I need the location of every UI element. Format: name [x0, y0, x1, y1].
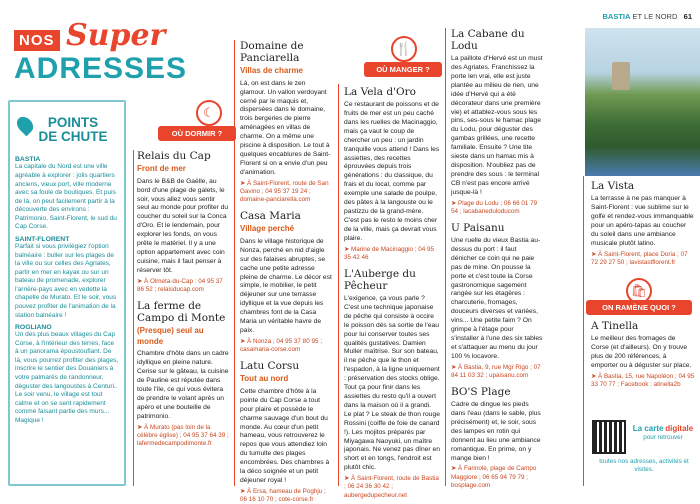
relais-title: Relais du Cap	[137, 150, 211, 162]
cabane-addr: ➤ Plage du Lodu ; 06 66 01 79 54 ; lacabaneduloducom	[451, 199, 538, 215]
header-super: Super	[66, 18, 166, 53]
ferme-addr: ➤ À Murato (pas loin de la célèbre église) ; 04 95 37 64 39 ; lafermedecampodimonte.fr	[137, 423, 229, 447]
cabane-text: La paillote d'Hervé est un must des Agriates. Franchissez la porte len vrai, elle est juste plantée au milieu de rien, une idée d'Hervé qui a été décorateur dans une première vie) et attablez-vous sous les pins, ses-sous le hamac plage du Lodu, pour déguster des gambas grillées, une recette familiale. Ensuite ? Une tite sieste dans un hamac mis à disposition. N'oubliez pas de prendre des sous : le terminal CB n'est pas encore arrivé jusque-là !	[451, 55, 543, 196]
carte-line3: pour retrouver	[643, 434, 683, 442]
casa-text: Dans le village historique de Nonza, perché en nid d'aigle sur des falaises abruptes, se cache une petite adresse pleine de charme. Le décor est simple, le mobilier, le petit déjeuner sur une terrasse idyllique et la vue depuis les chambres font de la Casa Maria un véritable havre de paix.	[240, 237, 332, 334]
latu-sub: Tout au nord	[240, 374, 289, 384]
chute-sf-text: Parfait si vous privilégiez l'option balnéaire : buller sur les plages de la ville ou sur celles des Agriates, partir en mer en kayak ou sur un bateau de promenade, explorer l'arrière-pays avec en vedette la chapelle de Murato. Et le soir, vous pouvez profiter de l'animation de la station balnéaire !	[15, 242, 117, 319]
chute-rog-heading: ROGLIANO	[15, 324, 52, 332]
tower-photo-detail	[612, 62, 630, 90]
chute-title: POINTS DE CHUTE	[38, 115, 108, 145]
chute-bastia-text: La capitale du Nord est une ville agréable à explorer : jolis quartiers anciens, vieux port, ville moderne avec sa foule de boutiques. Et puis de là, on peut facilement partir à la découverte des environs : Patrimonio, Saint-Florent, le sud du Cap Corse.	[15, 163, 117, 231]
domaine-text: Là, on est dans le zen glamour. Un vallon verdoyant cerné par le maquis et, dispersées dans le domaine, trois bergeries de pierre aménagées en villas de charme. On a même une piscine à disposition. Le tout à quelques encablures de Saint-Florent si on a envie d'un peu d'animation.	[240, 79, 331, 176]
vista-addr: ➤ À Saint-Florent, place Doria ; 07 72 29 27 50 ; lavistastflorent.fr	[591, 250, 688, 266]
domaine-addr: ➤ À Saint-Florent, route de San Gavino ; 04 95 37 19 24 ; domaine-panciarella.com	[240, 179, 329, 204]
cabane-title: La Cabane du Lodu	[451, 28, 525, 53]
casa-title: Casa Maria	[240, 210, 301, 223]
vista-text: La terrasse à ne pas manquer à Saint-Florent : vue sublime sur le golfe et rendez-vous immanquable pour un apéro-tapas au coucher du soleil dans une ambiance musicale plutôt latino.	[591, 195, 694, 247]
bos-addr: ➤ À Farinole, plage de Campo Maggiore ; 06 65 94 79 79 ; bosplage.com	[451, 465, 537, 489]
paisanu-text: Une ruelle du vieux Bastia au-dessus du port : il faut dénicher ce coin qui ne paie pas de mine. On pousse la porte et c'est toute la Corse gastronomique sagement rangée sur les étagères : charcuterie, fromages, douceurs diverses et variées, vins... Une petite faim ? On grimpe à l'étage pour s'installer à l'une des six tables et s'attaquer au menu du jour 100 % locavore.	[451, 237, 543, 360]
carte-line2: digitale	[665, 424, 694, 433]
page-header	[603, 12, 693, 21]
page-number: 61	[683, 12, 692, 21]
tag-manger: OÙ MANGER ?	[364, 62, 442, 77]
ferme-title: La ferme de Campo di Monte	[137, 300, 226, 325]
fork-icon: 🍴	[391, 36, 417, 62]
relais-addr: ➤ À Olmeta-du-Cap : 04 95 37 86 52 ; relaisducap.com	[137, 277, 223, 293]
bos-text: Cadre de dingue les pieds dans l'eau (dans le sable, plus précisément) et, le soir, sous des lampes en rotin qui donnent au lieu une ambiance romantique. En prime, on y mange bien !	[451, 401, 541, 462]
carte-line4: toutes nos adresses, activités et visites.	[599, 458, 689, 474]
chute-bastia-heading: BASTIA	[15, 156, 41, 164]
paisanu-title: U Paisanu	[451, 221, 505, 234]
relais-text: Dans le B&B de Gaëlle, au bord d'une plage de galets, le soir, vous allez vous sentir seul au monde pour profiter du coucher du soleil sur la Conca d'Oro. Et le lendemain, pour explorer les fonds, on vous prête le matériel. Il y a une option appartement avec coin cuisine, mais il faut penser à réserver tôt.	[137, 177, 229, 274]
vela-text: Ce restaurant de poissons et de fruits de mer est un peu caché dans les ruelles de Macinaggio, mais ça vaut le coup de chercher un peu : un jardin tranquille vous attend ! Dans les assiettes, des recettes éprouvées depuis trois générations : du classique, du frais et du local, comme par exemple une salade de poulpe, des pâtes à la langouste ou le pastizzu de la grand-mère. C'est pas le resto le moins cher de la ville, mais ça devrait vous plaire.	[344, 101, 440, 242]
relais-sub: Front de mer	[137, 164, 186, 174]
tinella-title: A Tinella	[591, 320, 639, 332]
ferme-text: Chambre d'hôte dans un cadre idyllique en pleine nature. Cerise sur le gâteau, la cuisine de Pauline est réputée dans toute l'île, ce qui vous évitera de prendre le volant après un apéro et une bouteille de patrimonio.	[137, 350, 229, 420]
vista-title: La Vista	[591, 180, 635, 192]
section-sub: ET LE NORD	[632, 12, 678, 21]
latu-addr: ➤ À Ersa, hameau de Poghju ; 06 16 10 70 ; cote-corse.fr	[240, 487, 326, 504]
tag-dormir: OÙ DORMIR ?	[158, 126, 236, 141]
casa-sub: Village perché	[240, 224, 295, 234]
moon-icon: ☾	[196, 100, 222, 126]
auberge-text: L'exigence, ça vous parle ? C'est une technique japonaise de pêche qui consiste à occire le poisson dès sa sortie de l'eau pour lui conserver toutes ses qualités gustatives. Damien Muller maîtrise. Sur son bateau, il ne pêche que le thon et l'espadon, à la ligne uniquement : préservation des stocks oblige. Tout ça pour finir dans les assiettes du resto qu'il a ouvert dans la maison où il a grandi. Le plat ? Le steak de thon rouge Rossini (coiffe de foie de canard !). Les mojitos préparés par Miyagawa Naoyuki, un maître japonais. Ne venez pas dîner en short et en tongs, l'endroit est plutôt chic.	[344, 295, 440, 472]
tag-ramene: ON RAMÈNE QUOI ?	[586, 300, 692, 315]
points-de-chute-box	[8, 100, 126, 486]
auberge-addr: ➤ À Saint-Florent, route de Bastia ; 06 24 36 30 42 ; aubergedupecheur.net	[344, 475, 439, 499]
domaine-sub: Villas de charme	[240, 66, 303, 76]
carte-line1: La carte	[632, 424, 664, 433]
tinella-text: Le meilleur des fromages de Corse (et d'ailleurs). On y trouve plus de 200 références, à emporter ou à déguster sur place.	[591, 335, 692, 369]
carte-digitale-box	[628, 424, 698, 443]
chute-sf-heading: SAINT-FLORENT	[15, 235, 70, 243]
casa-addr: ➤ À Nonza ; 04 95 37 80 95 ; casamaria-corse.com	[240, 337, 322, 354]
latu-text: Cette chambre d'hôte à la pointe du Cap Corse a tout pour plaire et possède le charme sauvage d'un bout du monde. Au cœur d'un petit hameau, vous retrouverez le repos que vous attendiez loin du tumulte des plages encombrées. Des chambres à la déco soignée et un petit déjeuner royal !	[240, 387, 330, 484]
latu-title: Latu Corsu	[240, 360, 300, 373]
auberge-title: L'Auberge du Pêcheur	[344, 267, 416, 292]
vela-addr: ➤ Marine de Macinaggio ; 04 95 35 42 46	[344, 245, 434, 261]
ferme-sub: (Presque) seul au monde	[137, 326, 204, 346]
bos-title: BO'S Plage	[451, 386, 511, 399]
header-adresses: ADRESSES	[14, 52, 188, 85]
header-nos: NOS	[14, 30, 60, 51]
tinella-addr: ➤ À Bastia, 15, rue Napoléon ; 04 95 33 70 77 ; Facebook : atinella2b	[591, 372, 695, 388]
paisanu-addr: ➤ À Bastia, 9, rue Mgr Rigo ; 07 84 11 03 32 ; upaisanu.com	[451, 363, 541, 379]
vela-title: La Vela d'Oro	[344, 86, 416, 98]
bag-icon: 🛍	[626, 278, 652, 304]
qr-code[interactable]	[592, 420, 626, 454]
domaine-title: Domaine de Panciarella	[240, 40, 304, 65]
landscape-photo	[585, 28, 700, 176]
section-name: BASTIA	[602, 12, 631, 21]
chute-rog-text: Un des plus beaux villages du Cap Corse, à l'intérieur des terres, face à un panorama époustouflant. De là, vous pourrez profiter des plages, inscrire le sentier des Douaniers à votre palmarès de randonneur, déguster des langoustes à Centuri.. Le soir venu, le village est tout calme et on se sent rapidement comme faisant partie des murs... Magique !	[15, 331, 119, 424]
